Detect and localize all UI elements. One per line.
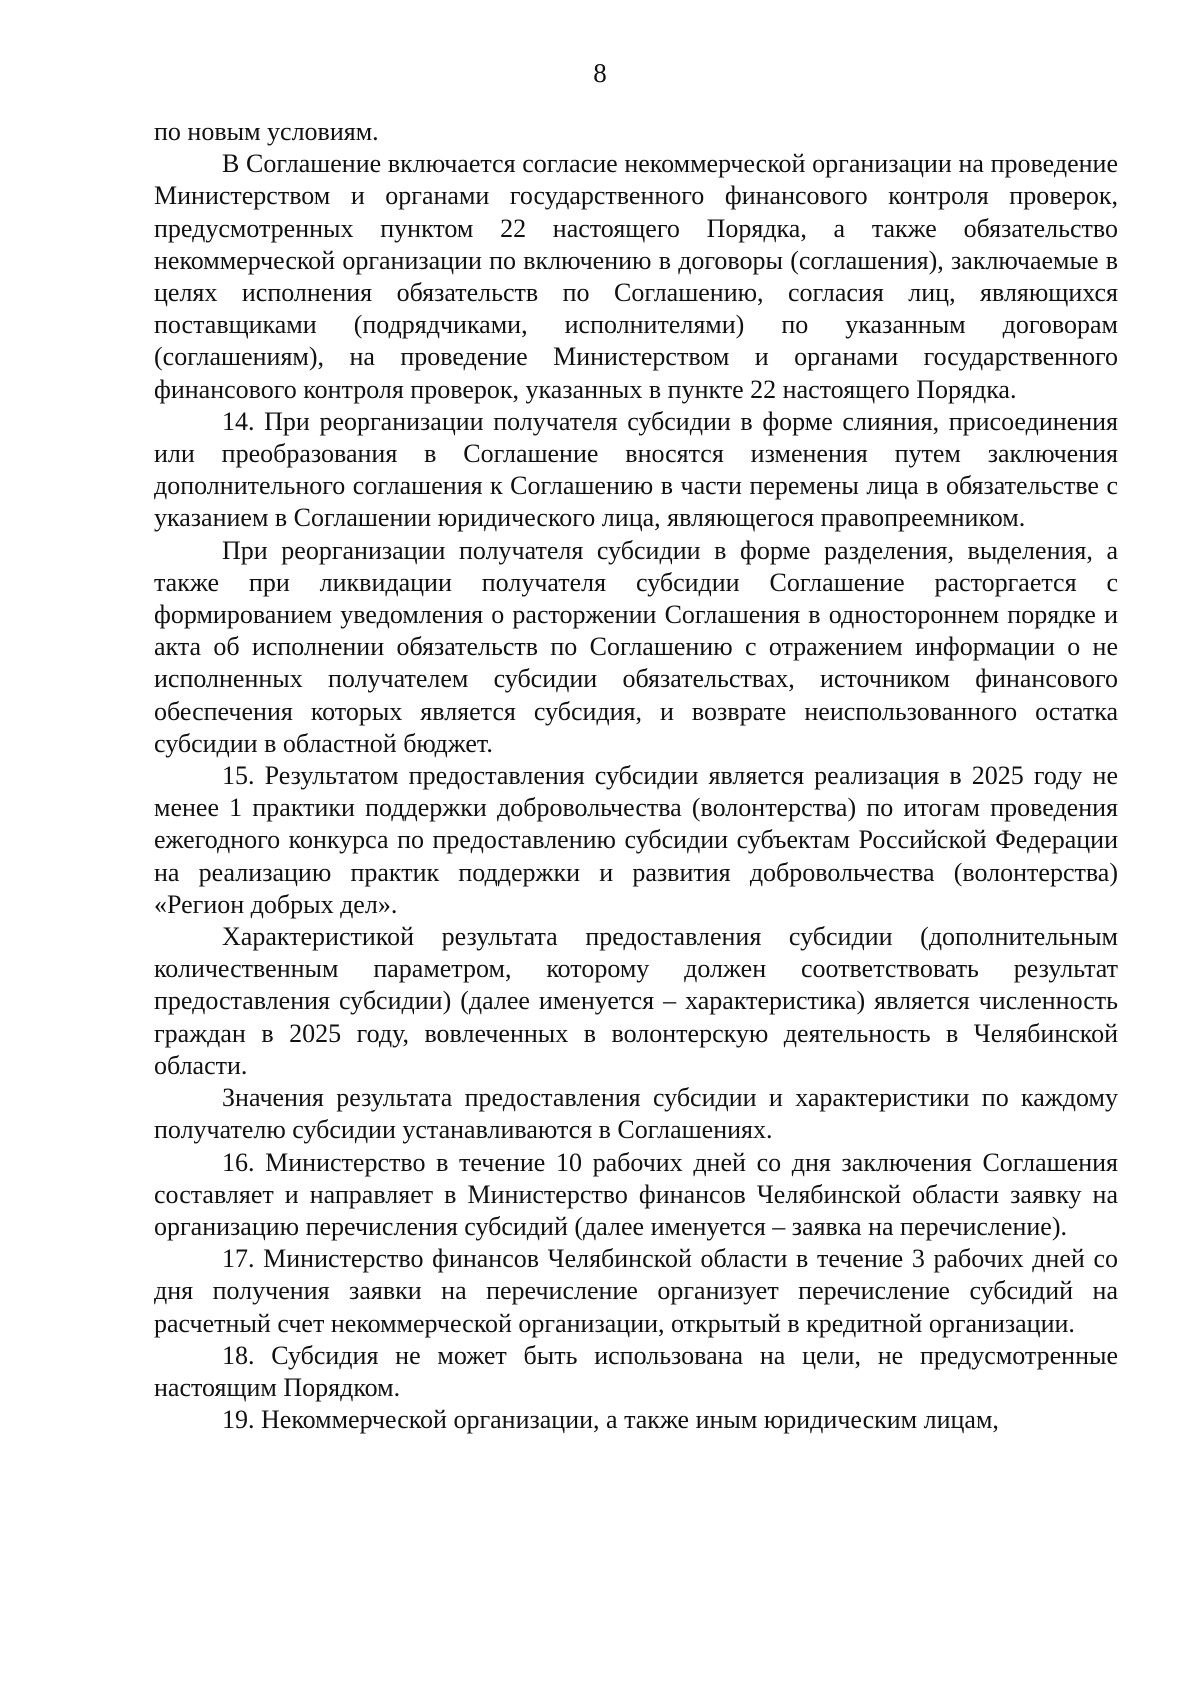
paragraph-item-14: 14. При реорганизации получателя субсидии в форме слияния, присоединения или преобразования в Соглашение вносятся изменения путем заключения дополнительного соглашения к Соглашению в части перемены лица в обязательстве с указанием в Соглашении юридического лица, являющегося правопреемником. — [154, 406, 1118, 533]
page-number: 8 — [593, 58, 607, 88]
paragraph-agreement-consent: В Соглашение включается согласие некоммерческой организации на проведение Министерством и органами государственного финансового контроля проверок, предусмотренных пунктом 22 настоящего Порядка, а также обязательство некоммерческой организации по включению в договоры (соглашения), заключаемые в целях исполнения обязательств по Соглашению, согласия лиц, являющихся поставщиками (подрядчиками, исполнителями) по указанным договорам (соглашениям), на проведение Министерством и органами государственного финансового контроля проверок, указанных в пункте 22 настоящего Порядка. — [154, 149, 1118, 404]
paragraph-item-17: 17. Министерство финансов Челябинской области в течение 3 рабочих дней со дня получения заявки на перечисление организует перечисление субсидий на расчетный счет некоммерческой организации, открытый в кредитной организации. — [154, 1244, 1118, 1338]
paragraph-item-18: 18. Субсидия не может быть использована на цели, не предусмотренные настоящим Порядком. — [154, 1340, 1118, 1402]
paragraph-continuation: по новым условиям. — [154, 117, 379, 146]
paragraph-result-characteristic: Характеристикой результата предоставления субсидии (дополнительным количественным параметром, которому должен соответствовать результат предоставления субсидии) (далее именуется – характеристика) является численность граждан в 2025 году, вовлеченных в волонтерскую деятельность в Челябинской области. — [154, 922, 1118, 1080]
paragraph-item-19-start: 19. Некоммерческой организации, а также иным юридическим лицам, — [222, 1405, 999, 1435]
paragraph-reorganization-separation: При реорганизации получателя субсидии в форме разделения, выделения, а также при ликвидации получателя субсидии Соглашение расторгается с формированием уведомления о расторжении Соглашения в одностороннем порядке и акта об исполнении обязательств по Соглашению с отражением информации о не исполненных получателем субсидии обязательствах, источником финансового обеспечения которых является субсидия, и возврате неиспользованного остатка субсидии в областной бюджет. — [154, 535, 1118, 758]
paragraph-item-16: 16. Министерство в течение 10 рабочих дней со дня заключения Соглашения составляет и направляет в Министерство финансов Челябинской области заявку на организацию перечисления субсидий (далее именуется – заявка на перечисление). — [154, 1147, 1118, 1241]
document-body — [154, 116, 1118, 1436]
paragraph-result-values: Значения результата предоставления субсидии и характеристики по каждому получателю субсидии устанавливаются в Соглашениях. — [154, 1083, 1118, 1145]
paragraph-item-15: 15. Результатом предоставления субсидии является реализация в 2025 году не менее 1 практики поддержки добровольчества (волонтерства) по итогам проведения ежегодного конкурса по предоставлению субсидии субъектам Российской Федерации на реализацию практик поддержки и развития добровольчества (волонтерства) «Регион добрых дел». — [154, 761, 1118, 919]
